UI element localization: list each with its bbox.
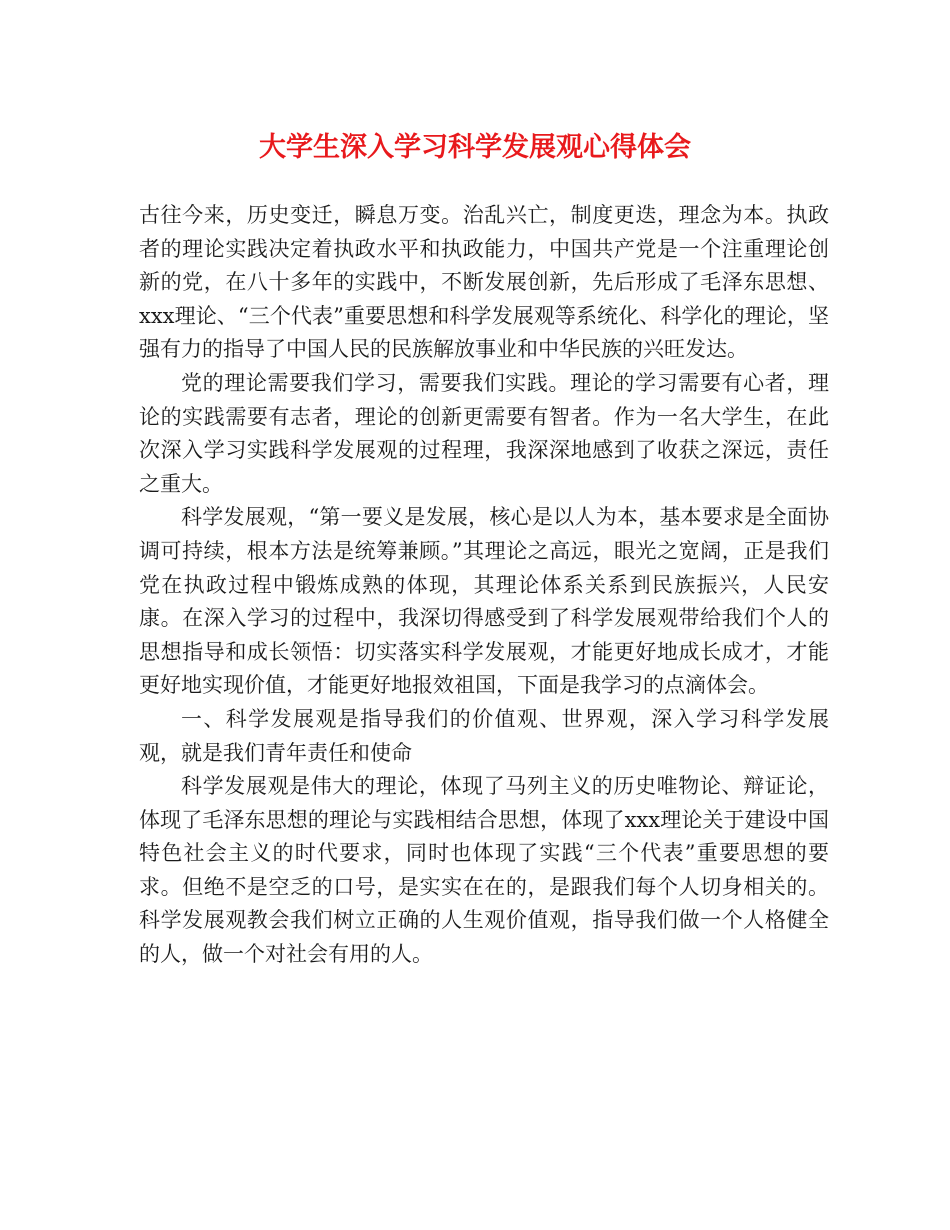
document-body	[139, 199, 829, 972]
paragraph-intro: 古往今来，历史变迁，瞬息万变。治乱兴亡，制度更迭，理念为本。执政者的理论实践决定着执政水平和执政能力，中国共产党是一个注重理论创新的党，在八十多年的实践中，不断发展创新，先后形成了毛泽东思想、xxx理论、“三个代表”重要思想和科学发展观等系统化、科学化的理论，坚强有力的指导了中国人民的民族解放事业和中华民族的兴旺发达。	[139, 203, 829, 362]
paragraph-scientific-outlook: 科学发展观，“第一要义是发展，核心是以人为本，基本要求是全面协调可持续，根本方法是统筹兼顾。”其理论之高远，眼光之宽阔，正是我们党在执政过程中锻炼成熟的体现，其理论体系关系到民族振兴，人民安康。在深入学习的过程中，我深切得感受到了科学发展观带给我们个人的思想指导和成长领悟：切实落实科学发展观，才能更好地成长成才，才能更好地实现价值，才能更好地报效祖国，下面是我学习的点滴体会。	[139, 505, 829, 698]
paragraph-great-theory: 科学发展观是伟大的理论，体现了马列主义的历史唯物论、辩证论，体现了毛泽东思想的理论与实践相结合思想，体现了xxx理论关于建设中国特色社会主义的时代要求，同时也体现了实践“三个代表”重要思想的要求。但绝不是空乏的口号，是实实在在的，是跟我们每个人切身相关的。科学发展观教会我们树立正确的人生观价值观，指导我们做一个人格健全的人，做一个对社会有用的人。	[139, 774, 829, 967]
paragraph-theory-study: 党的理论需要我们学习，需要我们实践。理论的学习需要有心者，理论的实践需要有志者，理论的创新更需要有智者。作为一名大学生，在此次深入学习实践科学发展观的过程理，我深深地感到了收获之深远，责任之重大。	[139, 370, 829, 496]
section-heading-one: 一、科学发展观是指导我们的价值观、世界观，深入学习科学发展观，就是我们青年责任和使命	[139, 706, 829, 765]
document-title: 大学生深入学习科学发展观心得体会	[259, 132, 691, 163]
